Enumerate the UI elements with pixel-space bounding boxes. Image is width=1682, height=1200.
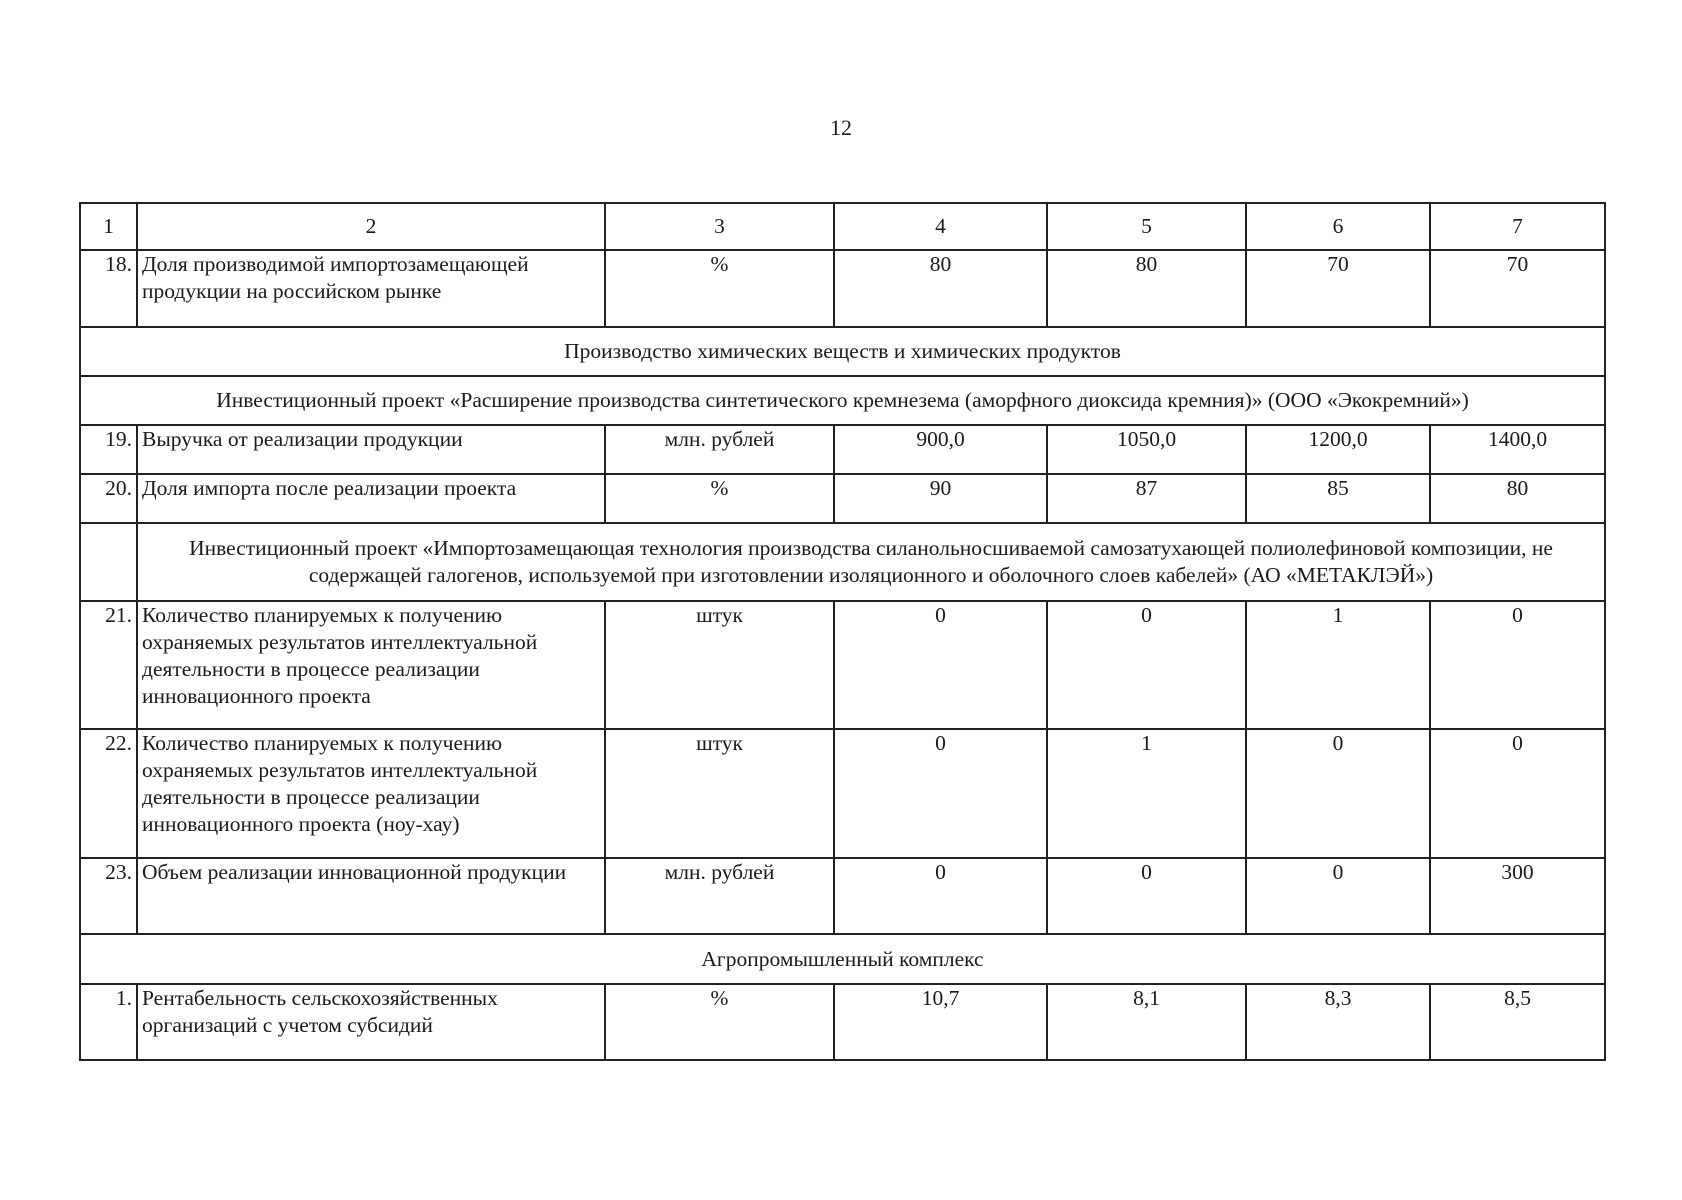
row-number: 23.	[80, 858, 137, 934]
indicator-name: Объем реализации инновационной продукции	[137, 858, 605, 934]
table-row	[80, 729, 1605, 858]
value-col-7: 0	[1430, 601, 1605, 729]
table-row	[80, 601, 1605, 729]
header-col-4: 4	[834, 203, 1047, 250]
table-row	[80, 984, 1605, 1060]
value-col-5: 1	[1047, 729, 1246, 858]
value-col-7: 80	[1430, 474, 1605, 523]
row-number: 21.	[80, 601, 137, 729]
value-col-4: 90	[834, 474, 1047, 523]
value-col-5: 1050,0	[1047, 425, 1246, 474]
header-col-5: 5	[1047, 203, 1246, 250]
section-heading: Производство химических веществ и химических продуктов	[80, 327, 1605, 376]
indicator-name: Количество планируемых к получению охраняемых результатов интеллектуальной деятельности в процессе реализации инновационного проекта (ноу-хау)	[137, 729, 605, 858]
indicator-name: Выручка от реализации продукции	[137, 425, 605, 474]
indicators-table	[79, 202, 1606, 1061]
value-col-7: 300	[1430, 858, 1605, 934]
value-col-7: 0	[1430, 729, 1605, 858]
table-row	[80, 250, 1605, 327]
value-col-6: 1200,0	[1246, 425, 1430, 474]
empty-cell	[80, 523, 137, 601]
value-col-5: 87	[1047, 474, 1246, 523]
value-col-4: 0	[834, 729, 1047, 858]
unit: %	[605, 250, 834, 327]
header-col-2: 2	[137, 203, 605, 250]
page-number: 12	[830, 115, 852, 140]
value-col-5: 8,1	[1047, 984, 1246, 1060]
indicator-name: Количество планируемых к получению охраняемых результатов интеллектуальной деятельности в процессе реализации инновационного проекта	[137, 601, 605, 729]
header-col-6: 6	[1246, 203, 1430, 250]
row-number: 20.	[80, 474, 137, 523]
header-col-3: 3	[605, 203, 834, 250]
value-col-7: 8,5	[1430, 984, 1605, 1060]
table-row	[80, 858, 1605, 934]
unit: млн. рублей	[605, 425, 834, 474]
value-col-7: 1400,0	[1430, 425, 1605, 474]
indicator-name: Рентабельность сельскохозяйственных организаций с учетом субсидий	[137, 984, 605, 1060]
indicator-name: Доля импорта после реализации проекта	[137, 474, 605, 523]
project-heading: Инвестиционный проект «Импортозамещающая технология производства силанольносшиваемой самозатухающей полиолефиновой композиции, не содержащей галогенов, используемой при изготовлении изоляционного и оболочного слоев кабелей» (АО «МЕТАКЛЭЙ»)	[137, 523, 1605, 601]
value-col-4: 0	[834, 858, 1047, 934]
value-col-6: 85	[1246, 474, 1430, 523]
unit: млн. рублей	[605, 858, 834, 934]
row-number: 1.	[80, 984, 137, 1060]
unit: %	[605, 984, 834, 1060]
value-col-6: 0	[1246, 858, 1430, 934]
section-heading-row	[80, 934, 1605, 984]
table-row	[80, 425, 1605, 474]
unit: %	[605, 474, 834, 523]
indicator-name: Доля производимой импортозамещающей продукции на российском рынке	[137, 250, 605, 327]
section-heading: Агропромышленный комплекс	[80, 934, 1605, 984]
value-col-6: 0	[1246, 729, 1430, 858]
project-heading-row	[80, 376, 1605, 425]
value-col-5: 80	[1047, 250, 1246, 327]
project-heading: Инвестиционный проект «Расширение производства синтетического кремнезема (аморфного диоксида кремния)» (ООО «Экокремний»)	[80, 376, 1605, 425]
unit: штук	[605, 601, 834, 729]
header-col-1: 1	[80, 203, 137, 250]
project-heading-row	[80, 523, 1605, 601]
value-col-6: 70	[1246, 250, 1430, 327]
section-heading-row	[80, 327, 1605, 376]
value-col-6: 1	[1246, 601, 1430, 729]
row-number: 19.	[80, 425, 137, 474]
row-number: 22.	[80, 729, 137, 858]
unit: штук	[605, 729, 834, 858]
value-col-4: 900,0	[834, 425, 1047, 474]
value-col-4: 0	[834, 601, 1047, 729]
value-col-4: 80	[834, 250, 1047, 327]
table-row	[80, 474, 1605, 523]
value-col-6: 8,3	[1246, 984, 1430, 1060]
value-col-5: 0	[1047, 601, 1246, 729]
value-col-5: 0	[1047, 858, 1246, 934]
header-col-7: 7	[1430, 203, 1605, 250]
value-col-7: 70	[1430, 250, 1605, 327]
value-col-4: 10,7	[834, 984, 1047, 1060]
row-number: 18.	[80, 250, 137, 327]
column-number-header-row	[80, 203, 1605, 250]
